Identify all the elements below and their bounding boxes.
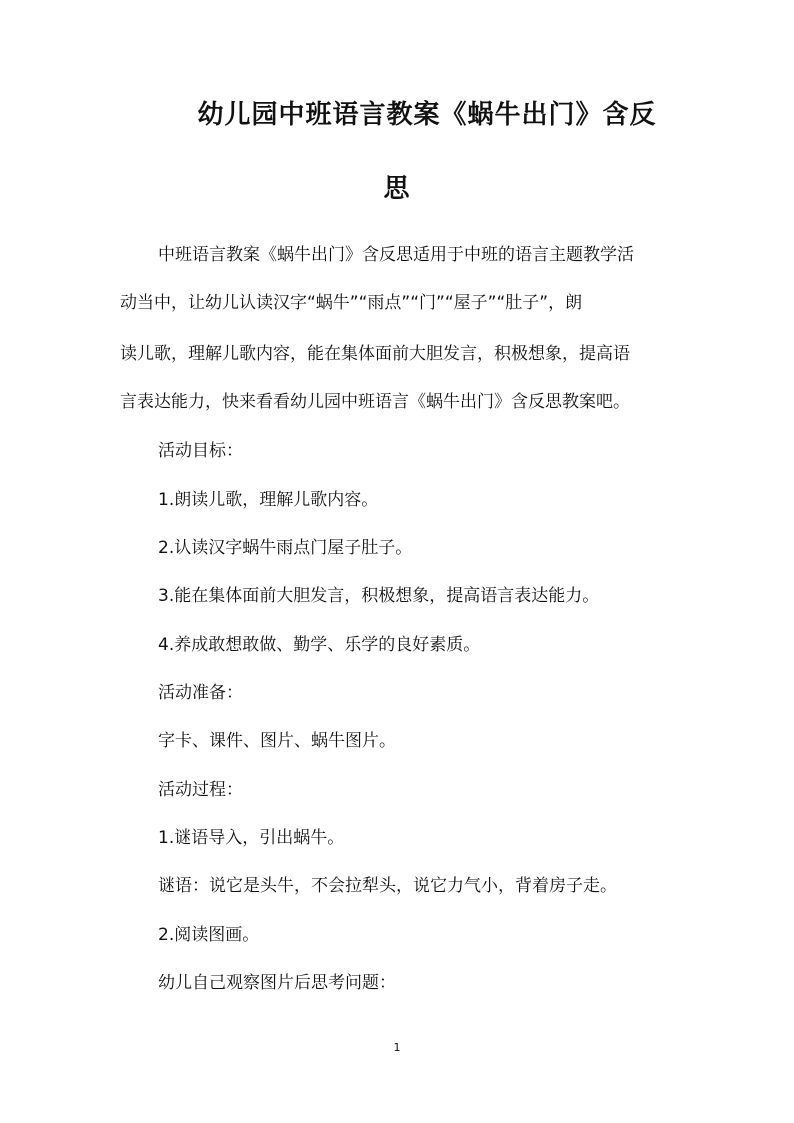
process-step-1: 1.谜语导入，引出蜗牛。 bbox=[158, 828, 345, 848]
process-heading: 活动过程： bbox=[158, 780, 243, 800]
intro-paragraph-line-1: 中班语言教案《蜗牛出门》含反思适用于中班的语言主题教学活 bbox=[158, 245, 634, 265]
riddle-text: 谜语：说它是头牛，不会拉犁头，说它力气小，背着房子走。 bbox=[158, 876, 617, 896]
document-title-line-2: 思 bbox=[383, 174, 411, 204]
document-title-line-1: 幼儿园中班语言教案《蜗牛出门》含反 bbox=[197, 100, 657, 130]
preparation-text: 字卡、课件、图片、蜗牛图片。 bbox=[158, 731, 396, 751]
intro-paragraph-line-4: 言表达能力，快来看看幼儿园中班语言《蜗牛出门》含反思教案吧。 bbox=[120, 392, 630, 412]
goal-item-3: 3.能在集体面前大胆发言，积极想象，提高语言表达能力。 bbox=[158, 586, 600, 606]
process-step-2: 2.阅读图画。 bbox=[158, 925, 260, 945]
preparation-heading: 活动准备： bbox=[158, 683, 243, 703]
goal-item-4: 4.养成敢想敢做、勤学、乐学的良好素质。 bbox=[158, 635, 481, 655]
goal-item-2: 2.认读汉字蜗牛雨点门屋子肚子。 bbox=[158, 538, 413, 558]
intro-paragraph-line-2: 动当中，让幼儿认读汉字“蜗牛”“雨点”“门”“屋子”“肚子”，朗 bbox=[120, 293, 583, 313]
intro-paragraph-line-3: 读儿歌，理解儿歌内容，能在集体面前大胆发言，积极想象，提高语 bbox=[120, 344, 630, 364]
goal-item-1: 1.朗读儿歌，理解儿歌内容。 bbox=[158, 490, 379, 510]
page-number: 1 bbox=[393, 1041, 401, 1054]
observe-question-text: 幼儿自己观察图片后思考问题： bbox=[158, 973, 396, 993]
goals-heading: 活动目标： bbox=[158, 441, 243, 461]
